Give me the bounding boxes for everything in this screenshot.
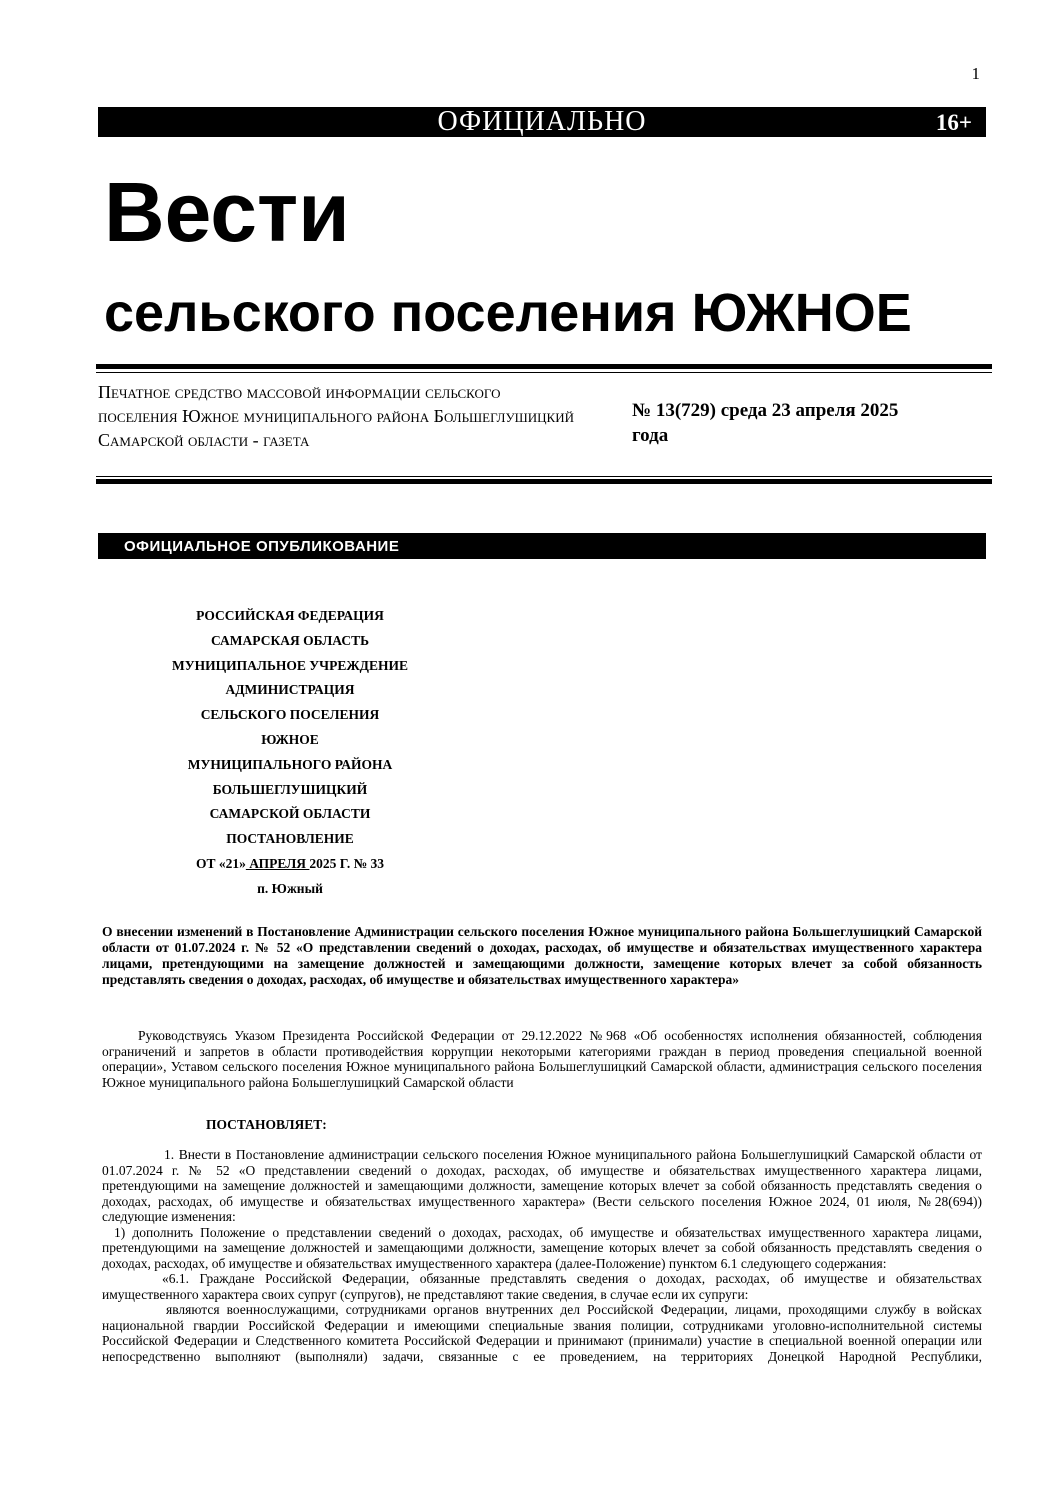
authority-line: СЕЛЬСКОГО ПОСЕЛЕНИЯ bbox=[200, 707, 380, 723]
publisher-info: Печатное средство массовой информации сельского поселения Южное муниципального района Большеглушицкий Самарской области - газета bbox=[98, 382, 574, 450]
preamble-paragraph: Руководствуясь Указом Президента Российской Федерации от 29.12.2022 №968 «Об особенностях исполнения обязанностей, соблюдения ограничений и запретов в области противодействия коррупции некоторыми категориями граждан в период проведения специальной военной операции», Уставом сельского поселения Южное муниципального района Большеглушицкий Самарской области, администрация сельского поселения Южное муниципального района Большеглушицкий Самарской области bbox=[102, 1028, 982, 1090]
masthead-rule-top bbox=[96, 364, 992, 369]
section-header-bar bbox=[98, 533, 986, 559]
masthead-rule-top-thin bbox=[96, 372, 992, 373]
document-body bbox=[102, 1147, 982, 1364]
section-label: ОФИЦИАЛЬНОЕ ОПУБЛИКОВАНИЕ bbox=[124, 538, 400, 555]
authority-line: БОЛЬШЕГЛУШИЦКИЙ bbox=[212, 781, 368, 797]
body-paragraph: «6.1. Граждане Российской Федерации, обязанные представлять сведения о доходах, расходах, об имуществе и обязательствах имущественного характера своих супруг (супругов), не представляют такие сведения, в случае если их супруги: bbox=[102, 1271, 982, 1302]
document-title: О внесении изменений в Постановление Администрации сельского поселения Южное муниципального района Большеглушицкий Самарской области от 01.07.2024 г. № 52 «О представлении сведений о доходах, расходах, об имуществе и обязательствах имущественного характера лицами, претендующими на замещение должностей и замещающими должности, замещение которых влечет за собой обязанность представлять сведения о доходах, расходах, об имуществе и обязательствах имущественного характера» bbox=[102, 924, 982, 987]
authority-line: САМАРСКОЙ ОБЛАСТИ bbox=[209, 806, 371, 822]
newspaper-title: Вести bbox=[104, 165, 350, 259]
page-number: 1 bbox=[971, 64, 980, 83]
authority-block bbox=[130, 604, 450, 902]
issue-info: № 13(729) среда 23 апреля 2025 года bbox=[632, 400, 899, 446]
document-date bbox=[130, 852, 450, 877]
authority-line: МУНИЦИПАЛЬНОЕ УЧРЕЖДЕНИЕ bbox=[172, 657, 408, 673]
body-paragraph: являются военнослужащими, сотрудниками органов внутренних дел Российской Федерации, лицами, проходящими службу в войсках национальной гвардии Российской Федерации и имеющими специальные звания полиции, сотрудниками уголовно-исполнительной системы Российской Федерации и Следственного комитета Российской Федерации и принимают (принимали) участие в специальной военной операции или непосредственно выполняют (выполняли) задачи, связанные с ее проведением, на территориях Донецкой Народной Республики, bbox=[102, 1302, 982, 1364]
authority-line: ЮЖНОЕ bbox=[261, 731, 319, 747]
age-rating: 16+ bbox=[935, 110, 972, 135]
date-month: АПРЕЛЯ bbox=[245, 855, 310, 871]
authority-line: САМАРСКАЯ ОБЛАСТЬ bbox=[210, 632, 370, 648]
newspaper-subtitle: сельского поселения ЮЖНОЕ bbox=[104, 283, 912, 343]
date-suffix: 2025 Г. № 33 bbox=[309, 855, 385, 871]
official-label: ОФИЦИАЛЬНО bbox=[437, 106, 647, 137]
authority-line: АДМИНИСТРАЦИЯ bbox=[225, 682, 355, 698]
official-header-bar bbox=[98, 107, 986, 137]
body-paragraph: 1. Внести в Постановление администрации сельского поселения Южное муниципального района Большеглушицкий Самарской области от 01.07.2024 г. № 52 «О представлении сведений о доходах, расходах, об имуществе и обязательствах имущественного характера лицами, претендующими на замещение должностей и замещающими должности, замещение которых влечет за собой обязанность представлять сведения о доходах, расходах, об имуществе и обязательствах имущественного характера» (Вести сельского поселения Южное 2024, 01 июля, №28(694)) следующие изменения: bbox=[102, 1147, 982, 1224]
document-place: п. Южный bbox=[257, 880, 323, 896]
authority-line: МУНИЦИПАЛЬНОГО РАЙОНА bbox=[187, 756, 393, 772]
masthead-rule-bottom bbox=[96, 479, 992, 484]
resolves-heading: ПОСТАНОВЛЯЕТ: bbox=[206, 1117, 327, 1132]
date-prefix: ОТ «21» bbox=[195, 855, 246, 871]
document-type: ПОСТАНОВЛЕНИЕ bbox=[226, 831, 354, 847]
masthead-rule-bottom-thin bbox=[96, 476, 992, 477]
authority-line: РОССИЙСКАЯ ФЕДЕРАЦИЯ bbox=[196, 608, 384, 623]
body-paragraph: 1) дополнить Положение о представлении сведений о доходах, расходах, об имуществе и обязательствах имущественного характера лицами, претендующими на замещение должностей и замещающими должности, замещение которых влечет за собой обязанность представлять сведения о доходах, расходах, об имуществе и обязательствах имущественного характера (далее-Положение) пунктом 6.1 следующего содержания: bbox=[102, 1224, 982, 1271]
